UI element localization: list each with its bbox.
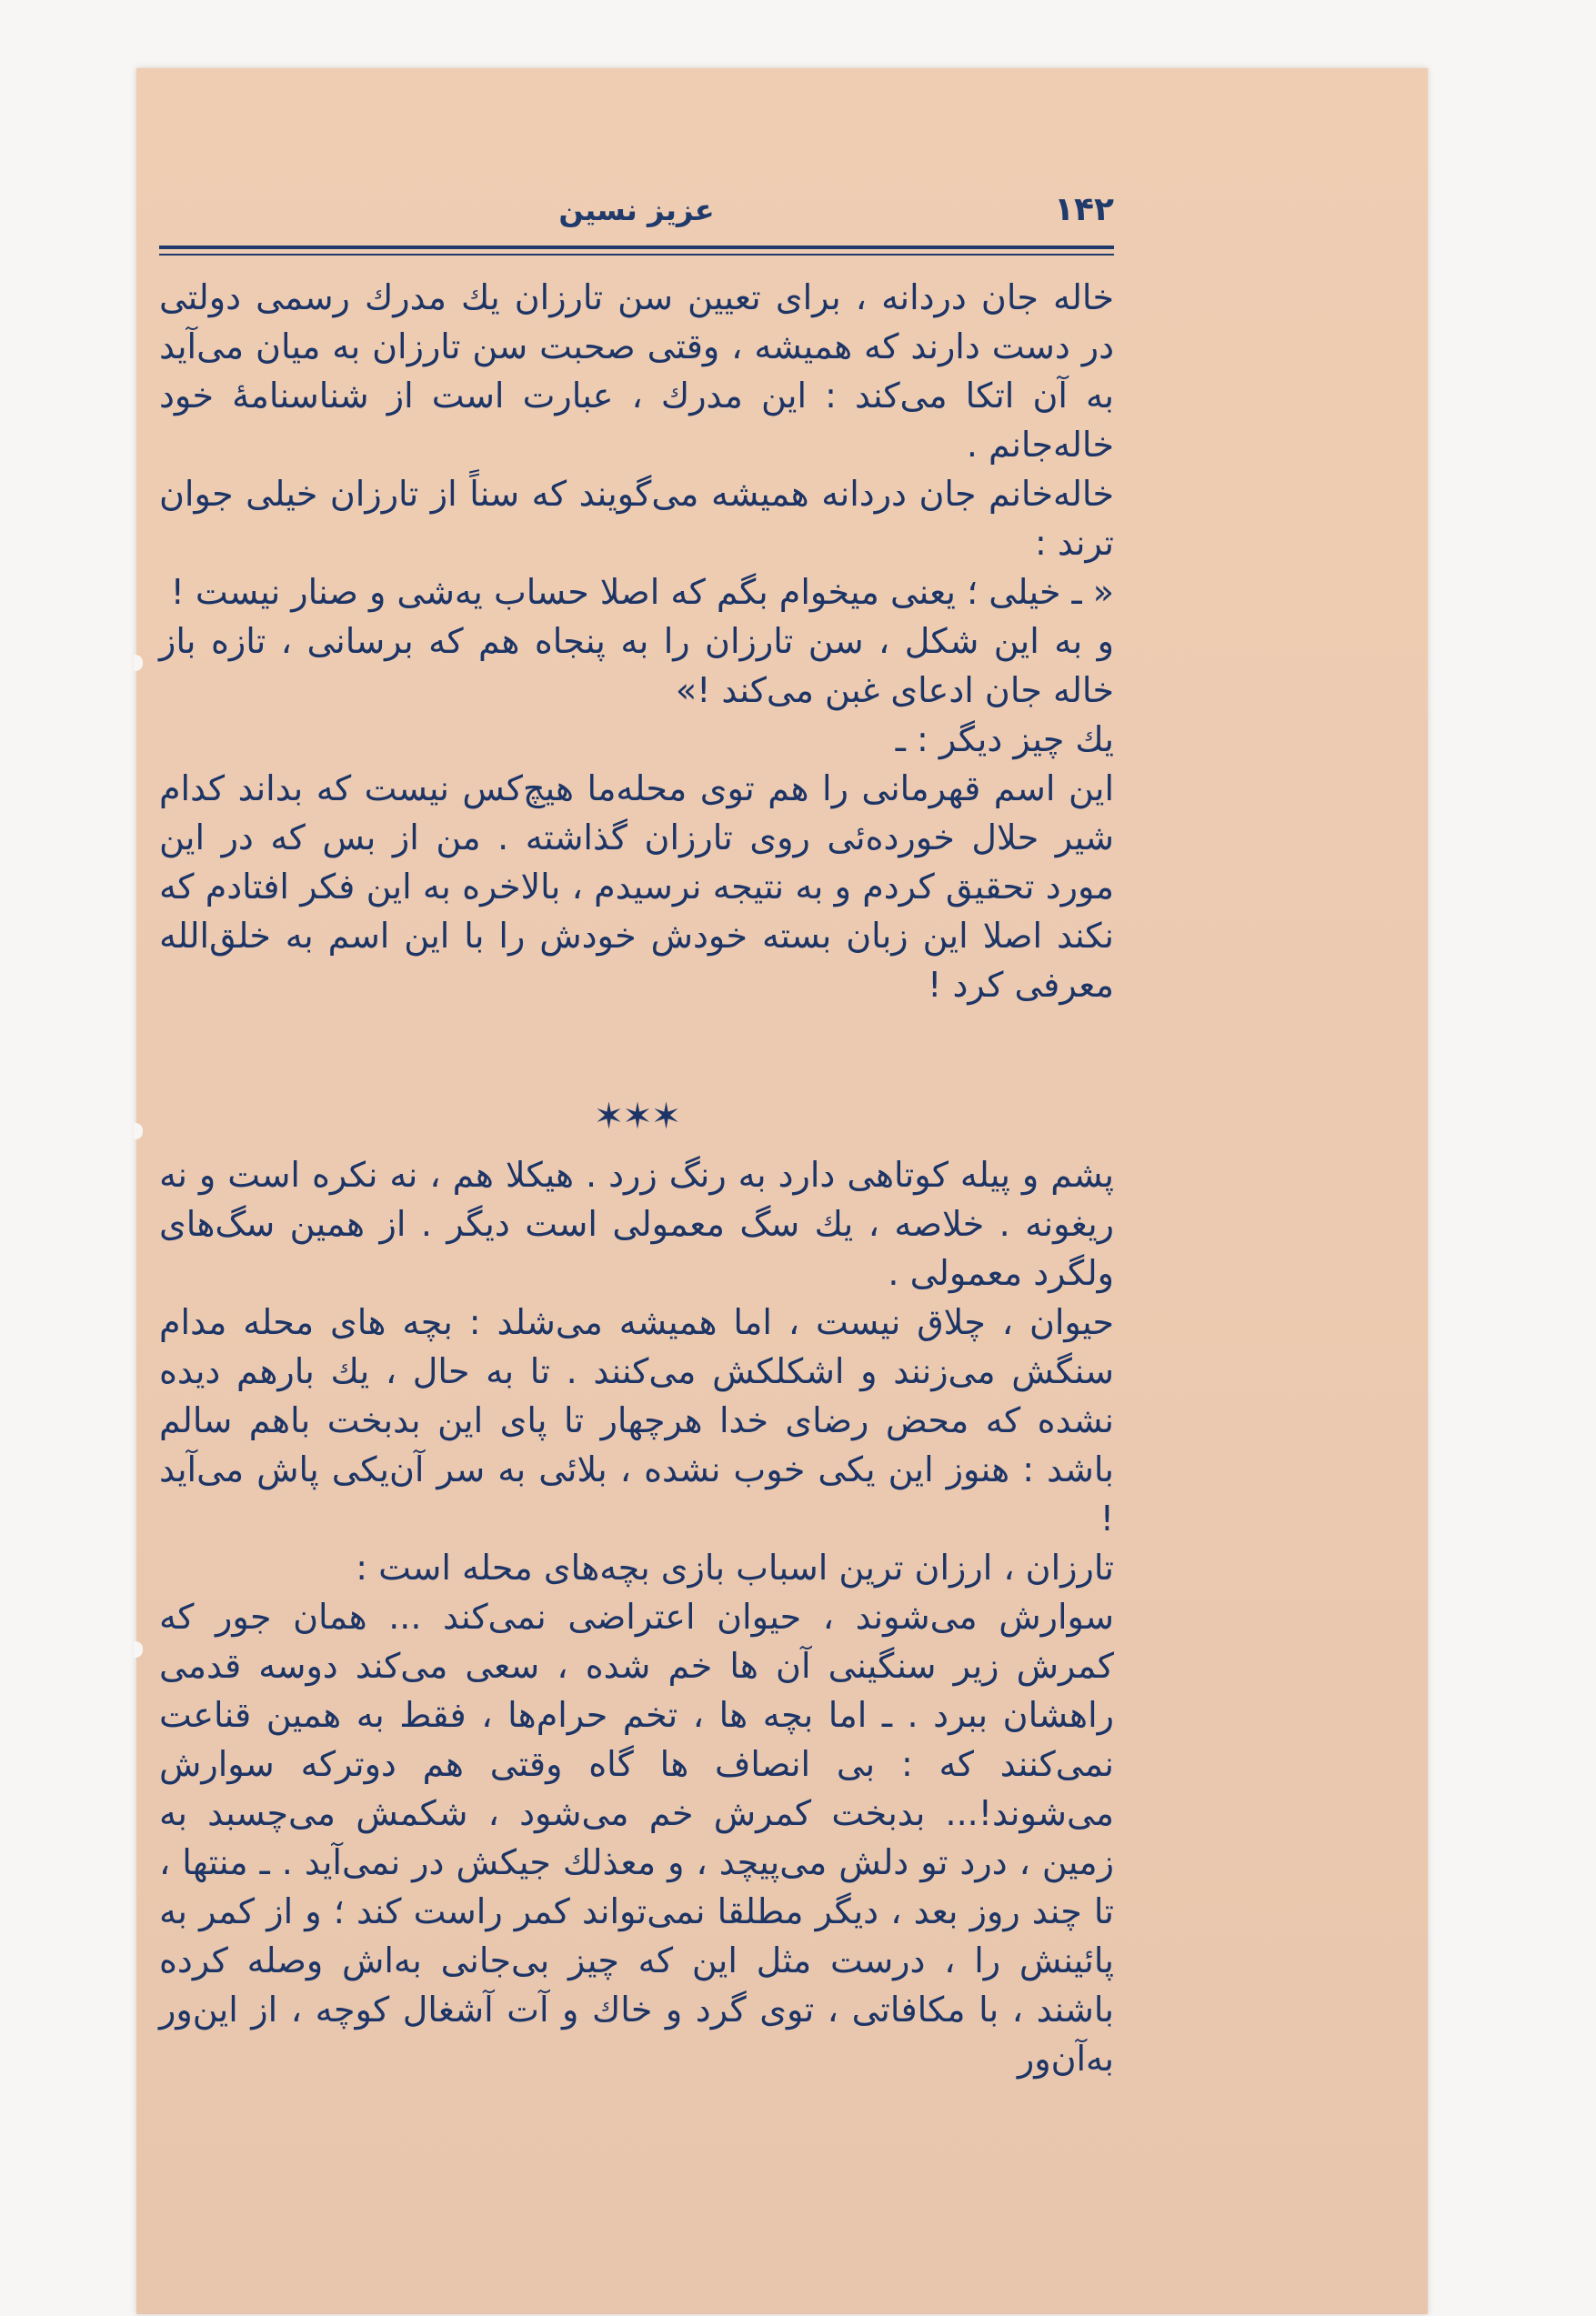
binding-hole (134, 655, 143, 671)
binding-hole (134, 1641, 143, 1658)
paragraph: خاله جان دردانه ، برای تعیین سن تارزان یك مدرك رسمی دولتی در دست دارند كه همیشه ، وقتی صحبت سن تارزان به میان می‌آید به آن اتكا می‌كند : این مدرك ، عبارت است از شناسنامهٔ خود خاله‌جانم . (159, 277, 1114, 465)
paragraph: یك چیز دیگر : ـ (895, 719, 1114, 759)
page-number: ۱۴۲ (1054, 191, 1114, 228)
paragraph: این اسم قهرمانی را هم توی محله‌ما هیچ‌كس نیست كه بداند كدام شیر حلال خورده‌ئی روی تارزان گذاشته . من از بس كه در این مورد تحقیق كردم و به نتیجه نرسیدم ، بالاخره به این فكر افتادم كه نكند اصلا این زبان بسته خودش خودش را با این اسم به خلق‌الله معرفی كرد ! (159, 768, 1114, 1005)
header-rule (159, 246, 1114, 249)
paragraph: سوارش می‌شوند ، حیوان اعتراضی نمی‌كند ... همان جور كه كمرش زیر سنگینی آن ها خم شده ، سعی می‌كند دوسه قدمی راهشان ببرد . ـ اما بچه ها ، تخم حرام‌ها ، فقط به همین قناعت نمی‌كنند كه : بی انصاف ها گاه وقتی هم دوتركه سوارش می‌شوند!... بدبخت كمرش خم می‌شود ، شكمش می‌چسبد به زمین ، درد تو دلش می‌پیچد ، و معذلك جیكش در نمی‌آید . ـ منتها ، تا چند روز بعد ، دیگر مطلقا نمی‌تواند كمر راست كند ؛ و از كمر به پائینش را ، درست مثل این كه چیز بی‌جانی به‌اش وصله كرده باشند ، با مكافاتی ، توی گرد و خاك و آت آشغال كوچه ، از این‌ور به‌آن‌ور (159, 1597, 1114, 2079)
section-1-text (159, 273, 1114, 1009)
paragraph: حیوان ، چلاق نیست ، اما همیشه می‌شلد : بچه های محله مدام سنگش می‌زنند و اشكلكش می‌كنند . تا به حال ، یك بارهم دیده نشده كه محض رضای خدا هرچهار تا پای این بدبخت باهم سالم باشد : هنوز این یكی خوب نشده ، بلائی به سر آن‌یكی پاش می‌آید ! (159, 1302, 1114, 1539)
section-divider-stars: ✶✶✶ (593, 1096, 680, 1138)
section-2-text (159, 1150, 1114, 2083)
binding-hole (134, 1123, 143, 1139)
paragraph: پشم و پیله كوتاهی دارد به رنگ زرد . هیكلا هم ، نه نكره است و نه ریغونه . خلاصه ، یك سگ معمولی است دیگر . از همین سگ‌های ولگرد معمولی . (159, 1155, 1114, 1293)
paragraph: تارزان ، ارزان ترین اسباب بازی بچه‌های محله است : (356, 1548, 1114, 1588)
paragraph: و به این شكل ، سن تارزان را به پنجاه هم كه برسانی ، تازه باز خاله جان ادعای غبن می‌كند !» (159, 621, 1114, 710)
paragraph: خاله‌خانم جان دردانه همیشه می‌گویند كه سناً از تارزان خیلی جوان ترند : (159, 474, 1114, 563)
header-rule-thin (159, 254, 1114, 256)
paragraph: « ـ خیلی ؛ یعنی میخوام بگم كه اصلا حساب یه‌شی و صنار نیست ! (170, 572, 1114, 612)
running-head: عزیز نسین (558, 193, 715, 227)
page-header (159, 118, 1114, 255)
